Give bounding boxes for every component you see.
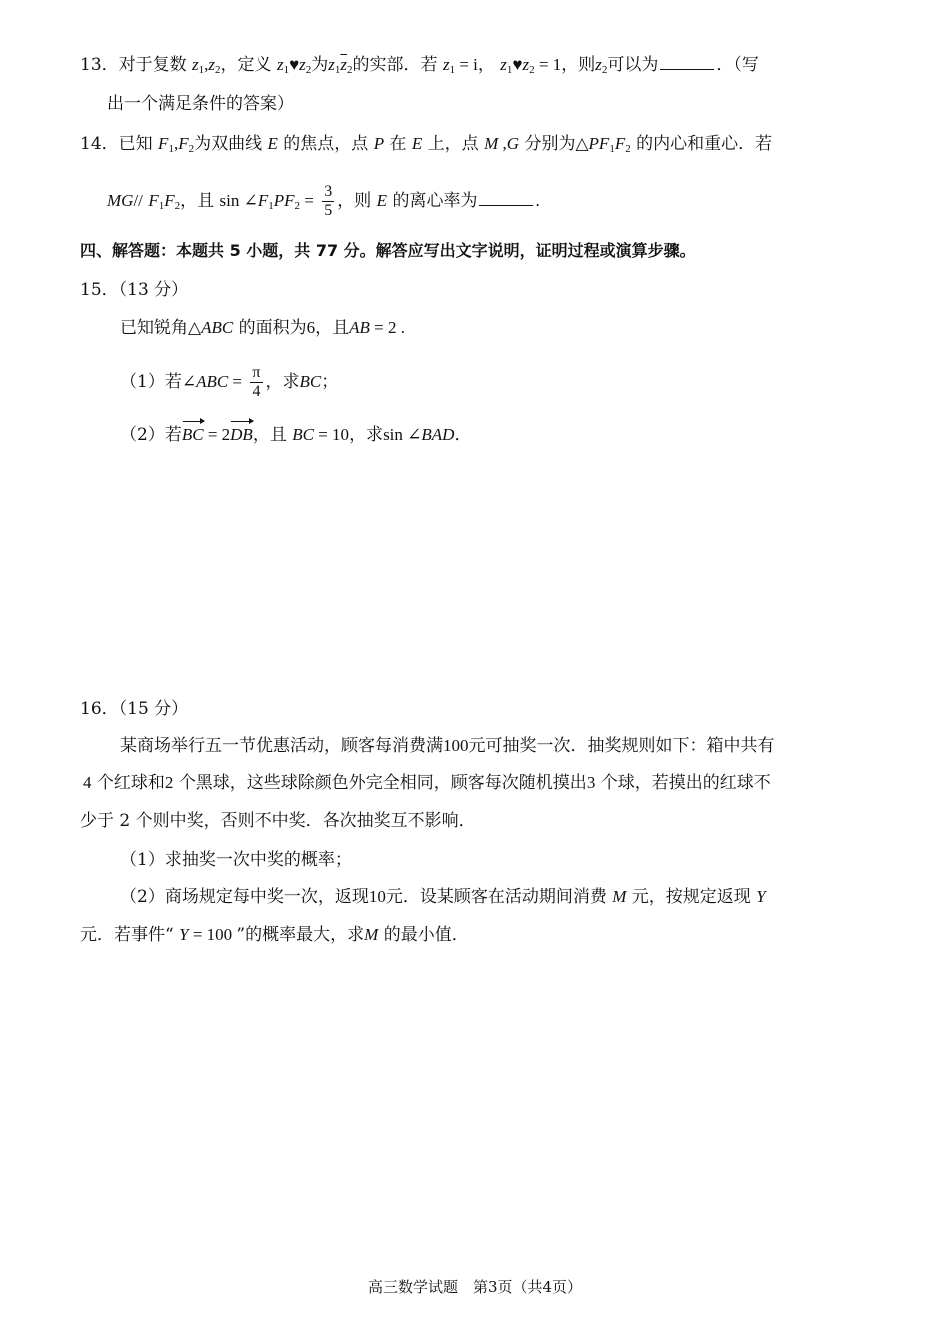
q13-line2: 出一个满足条件的答案） <box>107 94 294 114</box>
q14-line2: MG// $F_1F_2$，且 $\sin \angle F_1PF_2$ = $\frac{3}{5}$ ，则 E 的离心率为 . <box>107 183 540 219</box>
section-heading: 四、解答题：本题共 5 小题，共 77 分。解答应写出文字说明，证明过程或演算步骤。 <box>80 241 696 260</box>
q15-header: 15．（13 分） <box>80 280 189 300</box>
q15-stem: 已知锐角△ABC 的面积为6，且AB = 2 . <box>120 318 405 338</box>
q14-number: 14． <box>80 134 119 154</box>
q14-line1: 14．已知 $F_1,F_2$为双曲线 E 的焦点，点 P 在 E 上，点 M ,G 分别为$\triangle PF_1F_2$ 的内心和重心．若 <box>80 134 773 155</box>
q16-line2: 4 个红球和2 个黑球，这些球除颜色外完全相同，顾客每次随机摸出3 个球，若摸出的红球不 <box>83 773 771 793</box>
q15-part1: （1）若∠ABC = $\frac{\pi}{4}$ ，求BC； <box>120 364 339 400</box>
fraction-three-fifths: $\frac{3}{5}$ <box>324 183 333 219</box>
q15-part2: （2）若BC = 2DB，且 BC = 10，求sin ∠BAD． <box>120 425 472 445</box>
q16-line1: 某商场举行五一节优惠活动，顾客每消费满100元可抽奖一次．抽奖规则如下：箱中共有 <box>120 736 775 756</box>
answer-blank <box>479 187 533 206</box>
q16-line6: 元．若事件“ Y = 100 ”的概率最大，求M 的最小值． <box>80 925 469 945</box>
answer-blank <box>660 51 714 70</box>
q16-header: 16．（15 分） <box>80 699 189 719</box>
q16-line3: 少于 2 个则中奖，否则不中奖．各次抽奖互不影响． <box>80 811 476 831</box>
q13-line1: 13．对于复数 $z_1,z_2$，定义 $z_1♥z_2$为$z_1\overline{z}_2$的实部．若 $z_1 = i$， $z_1♥z_2 = 1$，则$z_2$可以为 ．（写 <box>80 51 759 77</box>
q16-part1: （1）求抽奖一次中奖的概率； <box>120 850 352 870</box>
q13-number: 13． <box>80 55 119 75</box>
fraction-pi-over-4: $\frac{\pi}{4}$ <box>252 364 261 400</box>
q16-part2: （2）商场规定每中奖一次，返现10元．设某顾客在活动期间消费 M 元，按规定返现 Y <box>120 887 766 907</box>
page-footer: 高三数学试题 第3页（共4页） <box>367 1278 583 1296</box>
